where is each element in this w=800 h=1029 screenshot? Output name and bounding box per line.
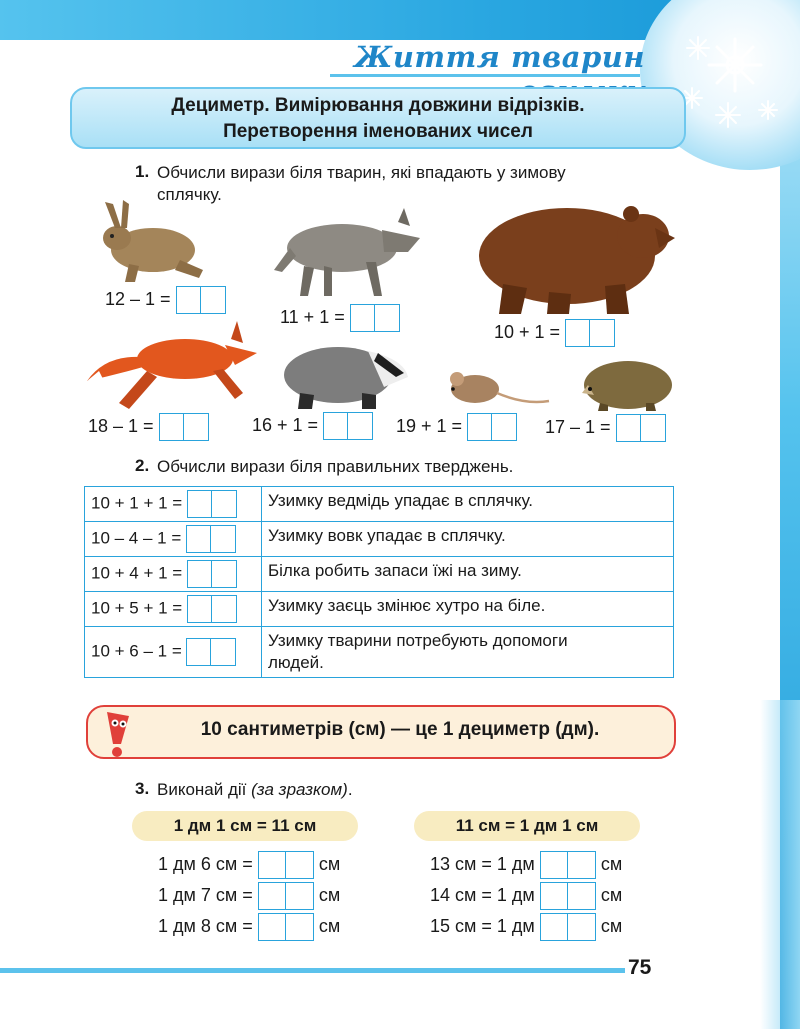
title-underline [330,74,640,77]
badger-image [280,333,410,411]
topic-line-2: Перетворення іменованих чисел [223,121,533,142]
task1-expression-fox: 18 – 1 = [88,413,209,441]
answer-box[interactable] [540,913,568,941]
answer-boxes[interactable] [186,638,236,666]
hare-image [95,198,210,286]
answer-box[interactable] [211,525,236,553]
task3-instruction: Виконай дії (за зразком). [157,780,353,799]
bear-image [475,198,675,316]
task3-left-row: 1 дм 7 см = см [158,882,340,910]
answer-box[interactable] [616,414,641,442]
answer-boxes[interactable] [187,595,237,623]
answer-boxes[interactable] [187,490,237,518]
answer-box[interactable] [568,913,596,941]
task3-right-row: 13 см = 1 дм см [430,851,622,879]
answer-boxes[interactable] [565,319,615,347]
task2-number: 2. [135,456,150,475]
answer-box[interactable] [590,319,615,347]
expression-cell: 10 + 5 + 1 = [85,592,262,627]
answer-box[interactable] [540,882,568,910]
answer-boxes[interactable] [258,851,314,879]
answer-box[interactable] [286,851,314,879]
answer-box[interactable] [201,286,226,314]
answer-boxes[interactable] [258,913,314,941]
answer-box[interactable] [187,560,212,588]
expression-cell: 10 + 1 + 1 = [85,487,262,522]
answer-boxes[interactable] [323,412,373,440]
answer-boxes[interactable] [186,525,236,553]
answer-box[interactable] [258,851,286,879]
wolf-image [270,200,430,300]
sample-right: 11 см = 1 дм 1 см [414,811,640,841]
answer-boxes[interactable] [187,560,237,588]
task1-expression-hedgehog: 17 – 1 = [545,414,666,442]
table-row [85,592,674,627]
answer-box[interactable] [258,913,286,941]
task1-text-line-2: сплячку. [157,185,222,204]
fox-image [85,315,260,415]
table-row [85,522,674,557]
page-number: 75 [628,956,652,979]
answer-box[interactable] [286,882,314,910]
footer-line [0,968,625,973]
answer-box[interactable] [540,851,568,879]
statements-table [84,486,674,678]
answer-box[interactable] [186,525,211,553]
answer-boxes[interactable] [258,882,314,910]
expression-cell: 10 + 6 – 1 = [85,627,262,678]
answer-box[interactable] [565,319,590,347]
answer-boxes[interactable] [540,882,596,910]
task1-expression-hare: 12 – 1 = [105,286,226,314]
answer-box[interactable] [176,286,201,314]
answer-box[interactable] [211,638,236,666]
answer-box[interactable] [375,304,400,332]
task1-expression-wolf: 11 + 1 = [280,304,400,332]
task1-expression-bear: 10 + 1 = [494,319,615,347]
answer-boxes[interactable] [540,851,596,879]
task3-right-row: 15 см = 1 дм см [430,913,622,941]
answer-box[interactable] [348,412,373,440]
answer-box[interactable] [492,413,517,441]
task2-instruction: Обчисли вирази біля правильних тверджень. [157,457,514,476]
expression-cell: 10 – 4 – 1 = [85,522,262,557]
lesson-topic-banner [70,87,686,149]
answer-boxes[interactable] [176,286,226,314]
page-edge-glow [760,700,800,1029]
answer-boxes[interactable] [350,304,400,332]
answer-box[interactable] [212,595,237,623]
answer-box[interactable] [212,490,237,518]
statement-cell: Узимку ведмідь упадає в сплячку. [262,487,674,522]
task1-expression-mouse: 19 + 1 = [396,413,517,441]
task3-left-row: 1 дм 8 см = см [158,913,340,941]
snowflake-icon [680,20,780,130]
answer-box[interactable] [186,638,211,666]
answer-box[interactable] [187,595,212,623]
mouse-image [445,365,550,411]
table-row [85,627,674,678]
answer-boxes[interactable] [467,413,517,441]
task3-left-row: 1 дм 6 см = см [158,851,340,879]
answer-box[interactable] [212,560,237,588]
task3-right-row: 14 см = 1 дм см [430,882,622,910]
hedgehog-image [580,355,675,413]
table-row [85,487,674,522]
answer-boxes[interactable] [159,413,209,441]
sample-left: 1 дм 1 см = 11 см [132,811,358,841]
answer-box[interactable] [187,490,212,518]
rule-text: 10 сантиметрів (см) — це 1 дециметр (дм). [200,719,600,740]
table-row [85,557,674,592]
statement-cell: Білка робить запаси їжі на зиму. [262,557,674,592]
topic-line-1: Дециметр. Вимірювання довжини відрізків. [171,95,585,116]
answer-box[interactable] [350,304,375,332]
task1-number: 1. [135,162,150,181]
answer-box[interactable] [258,882,286,910]
answer-box[interactable] [641,414,666,442]
answer-boxes[interactable] [616,414,666,442]
chapter-title: Життя тварин [354,40,645,74]
answer-box[interactable] [568,882,596,910]
task3-number: 3. [135,779,150,798]
answer-box[interactable] [286,913,314,941]
answer-boxes[interactable] [540,913,596,941]
answer-box[interactable] [159,413,184,441]
task1-expression-badger: 16 + 1 = [252,412,373,440]
task1-text-line-1: Обчисли вирази біля тварин, які впадають у зимову [157,163,566,182]
answer-box[interactable] [467,413,492,441]
statement-cell: Узимку тварини потребують допомоги людей. [262,627,674,678]
answer-box[interactable] [323,412,348,440]
expression-cell: 10 + 4 + 1 = [85,557,262,592]
statement-cell: Узимку вовк упадає в сплячку. [262,522,674,557]
answer-box[interactable] [184,413,209,441]
statement-cell: Узимку заєць змінює хутро на біле. [262,592,674,627]
answer-box[interactable] [568,851,596,879]
